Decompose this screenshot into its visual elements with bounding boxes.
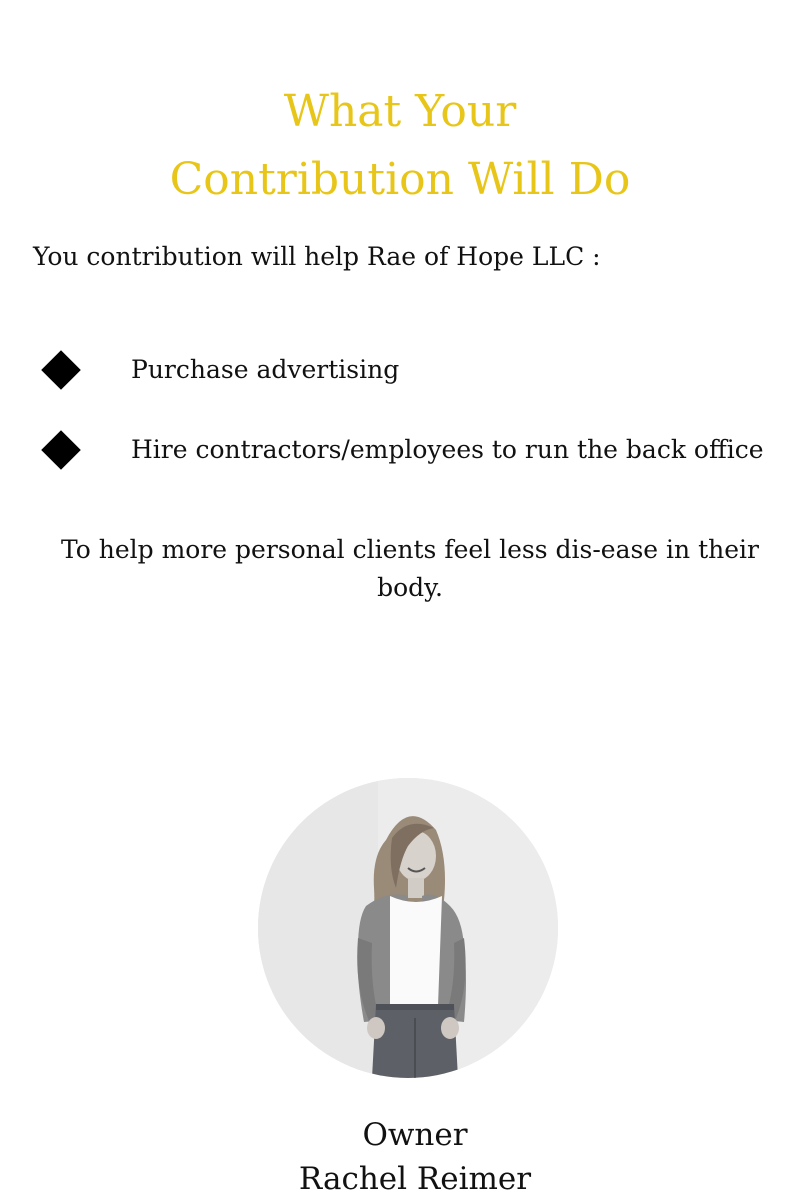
- contribution-list: [40, 348, 764, 508]
- purpose-text: To help more personal clients feel less dis-ease in their body.: [61, 535, 759, 602]
- title-line-2: Contribution Will Do: [169, 154, 631, 205]
- diamond-bullet-icon: [41, 430, 81, 470]
- owner-name: Rachel Reimer: [298, 1161, 532, 1197]
- list-item: [40, 348, 764, 428]
- intro-text: You contribution will help Rae of Hope LLC :: [33, 242, 601, 271]
- owner-role: Owner: [362, 1117, 468, 1153]
- owner-portrait-photo: [258, 778, 558, 1078]
- title-line-1: What Your: [283, 86, 517, 137]
- portrait-illustration: [258, 778, 558, 1078]
- list-item-text: Purchase advertising: [131, 355, 400, 384]
- list-item-text: Hire contractors/employees to run the back office: [131, 435, 764, 464]
- diamond-bullet-icon: [41, 350, 81, 390]
- page-title: [0, 78, 800, 214]
- list-item: [40, 428, 764, 508]
